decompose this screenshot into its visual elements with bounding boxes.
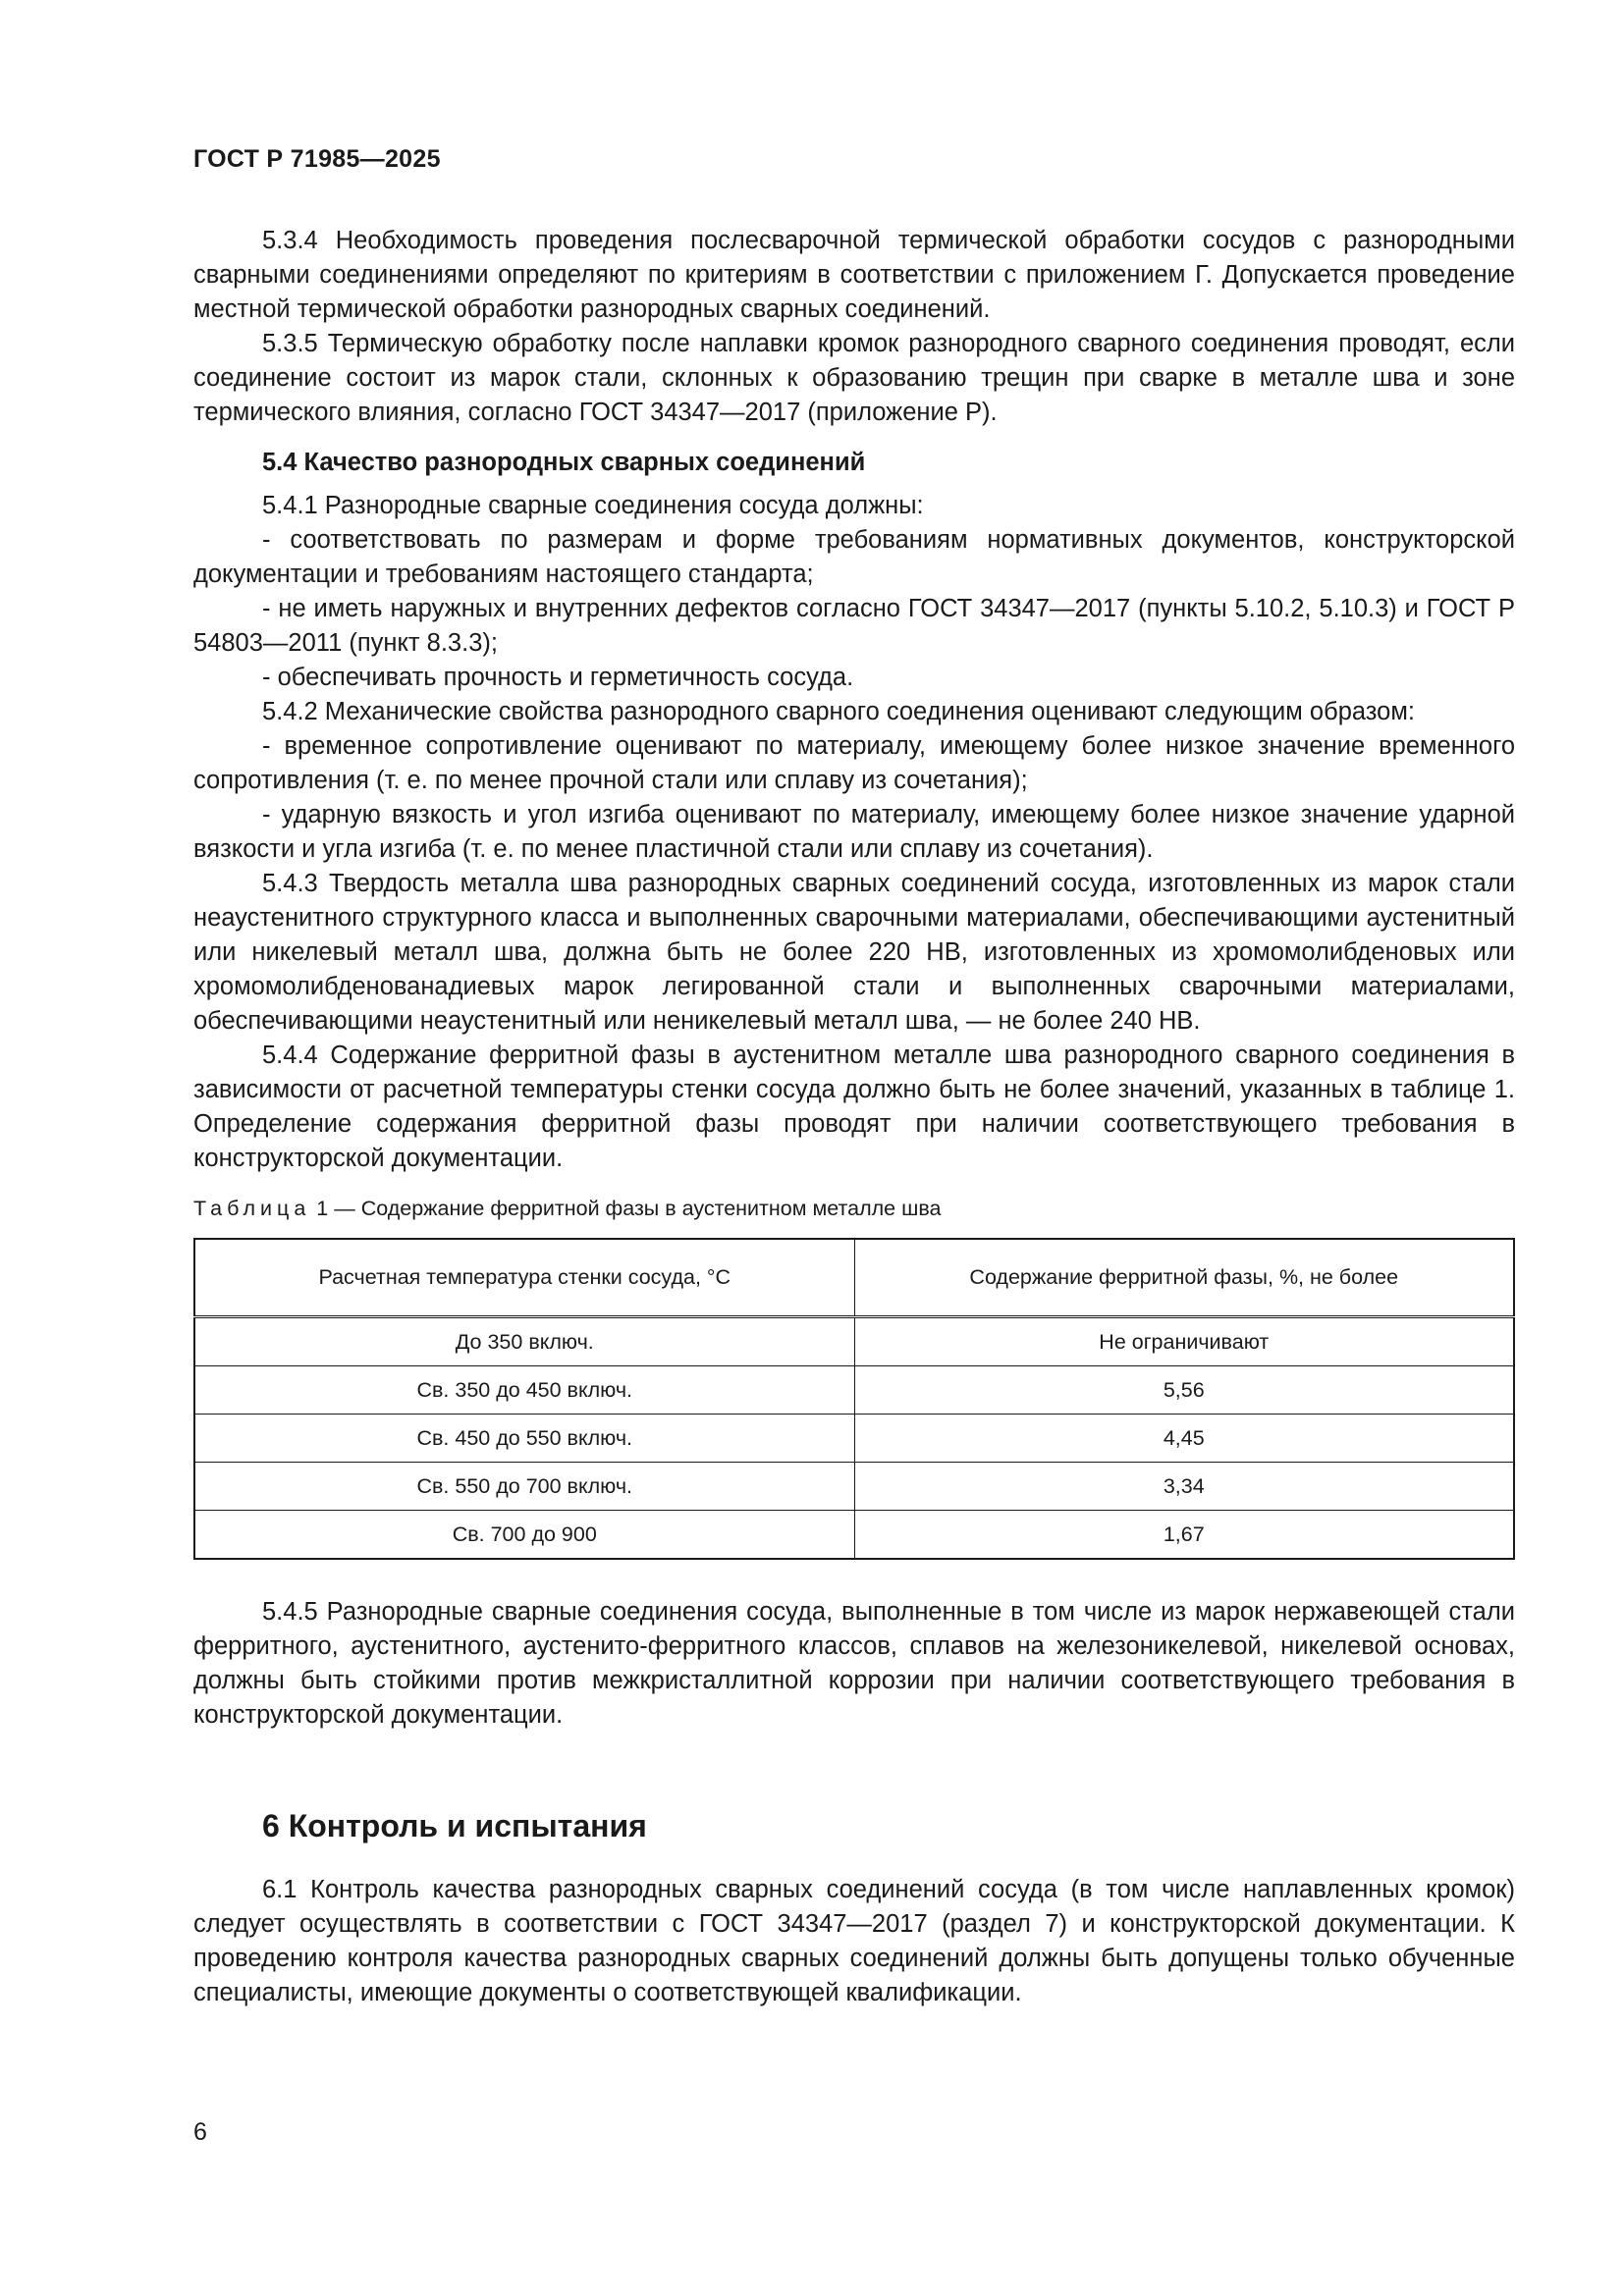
paragraph-5-4-5: 5.4.5 Разнородные сварные соединения сосуда, выполненные в том числе из марок нержавеющей стали ферритного, аустенитного, аустенито-ферритного классов, сплавов на железоникелевой, никелевой основах, должны быть стойкими против межкристаллитной коррозии при наличии соответствующего требования в конструкторской документации. bbox=[193, 1598, 1515, 1729]
paragraph-5-4-4: 5.4.4 Содержание ферритной фазы в аустенитном металле шва разнородного сварного соединения в зависимости от расчетной температуры стенки сосуда должно быть не более значений, указанных в таблице 1. Определение содержания ферритной фазы проводят при наличии соответствующего требования в конструкторской документации. bbox=[193, 1041, 1515, 1172]
paragraph-5-3-5: 5.3.5 Термическую обработку после наплавки кромок разнородного сварного соединения проводят, если соединение состоит из марок стали, склонных к образованию трещин при сварке в металле шва и зоне термического влияния, согласно ГОСТ 34347—2017 (приложение Р). bbox=[193, 330, 1515, 426]
document-header: ГОСТ Р 71985—2025 bbox=[193, 145, 441, 173]
paragraph-5-4-2: 5.4.2 Механические свойства разнородного сварного соединения оценивают следующим образом: bbox=[262, 698, 1415, 725]
table-title bbox=[193, 1192, 1515, 1226]
table-row bbox=[194, 1415, 1514, 1463]
table-row bbox=[194, 1317, 1514, 1366]
table-label: Таблица bbox=[193, 1197, 311, 1220]
table-cell-ferrite: 1,67 bbox=[854, 1511, 1514, 1560]
table-cell-ferrite: 5,56 bbox=[854, 1366, 1514, 1415]
table-title-text: 1 — Содержание ферритной фазы в аустенитном металле шва bbox=[310, 1197, 942, 1220]
section-heading-6: 6 Контроль и испытания bbox=[262, 1808, 647, 1843]
list-item: - соответствовать по размерам и форме требованиям нормативных документов, конструкторской документации и требованиям настоящего стандарта; bbox=[193, 526, 1515, 588]
ferrite-table bbox=[193, 1238, 1515, 1560]
list-item: - временное сопротивление оценивают по материалу, имеющему более низкое значение временного сопротивления (т. е. по менее прочной стали или сплаву из сочетания); bbox=[193, 732, 1515, 794]
table-cell-temperature: Св. 550 до 700 включ. bbox=[194, 1463, 854, 1511]
page-number: 6 bbox=[193, 2118, 207, 2146]
document-body bbox=[193, 224, 1515, 2010]
table-row bbox=[194, 1366, 1514, 1415]
paragraph-6-1: 6.1 Контроль качества разнородных сварных соединений сосуда (в том числе наплавленных кромок) следует осуществлять в соответствии с ГОСТ 34347—2017 (раздел 7) и конструкторской документации. К проведению контроля качества разнородных сварных соединений должны быть допущены только обученные специалисты, имеющие документы о соответствующей квалификации. bbox=[193, 1876, 1515, 2006]
table-cell-temperature: До 350 включ. bbox=[194, 1317, 854, 1366]
list-item: - не иметь наружных и внутренних дефектов согласно ГОСТ 34347—2017 (пункты 5.10.2, 5.10.3) и ГОСТ Р 54803—2011 (пункт 8.3.3); bbox=[193, 595, 1515, 657]
column-header-ferrite: Содержание ферритной фазы, %, не более bbox=[854, 1239, 1514, 1317]
table-cell-ferrite: 4,45 bbox=[854, 1415, 1514, 1463]
table-cell-ferrite: 3,34 bbox=[854, 1463, 1514, 1511]
table-cell-temperature: Св. 700 до 900 bbox=[194, 1511, 854, 1560]
table-cell-temperature: Св. 350 до 450 включ. bbox=[194, 1366, 854, 1415]
table-row bbox=[194, 1463, 1514, 1511]
table-row bbox=[194, 1511, 1514, 1560]
table-cell-temperature: Св. 450 до 550 включ. bbox=[194, 1415, 854, 1463]
paragraph-5-3-4: 5.3.4 Необходимость проведения послесварочной термической обработки сосудов с разнородными сварными соединениями определяют по критериям в соответствии с приложением Г. Допускается проведение местной термической обработки разнородных сварных соединений. bbox=[193, 227, 1515, 323]
section-heading-5-4: 5.4 Качество разнородных сварных соединений bbox=[262, 449, 866, 476]
paragraph-5-4-3: 5.4.3 Твердость металла шва разнородных сварных соединений сосуда, изготовленных из марок стали неаустенитного структурного класса и выполненных сварочными материалами, обеспечивающими аустенитный или никелевый металл шва, должна быть не более 220 HB, изготовленных из хромомолибденовых или хромомолибденованадиевых марок легированной стали и выполненных сварочными материалами, обеспечивающими неаустенитный или неникелевый металл шва, — не более 240 HB. bbox=[193, 870, 1515, 1035]
paragraph-5-4-1: 5.4.1 Разнородные сварные соединения сосуда должны: bbox=[262, 492, 924, 519]
table-header-row bbox=[194, 1239, 1514, 1317]
table-cell-ferrite: Не ограничивают bbox=[854, 1317, 1514, 1366]
list-item: - обеспечивать прочность и герметичность сосуда. bbox=[262, 664, 854, 691]
column-header-temperature: Расчетная температура стенки сосуда, °С bbox=[194, 1239, 854, 1317]
list-item: - ударную вязкость и угол изгиба оценивают по материалу, имеющему более низкое значение ударной вязкости и угла изгиба (т. е. по менее пластичной стали или сплаву из сочетания). bbox=[193, 801, 1515, 863]
